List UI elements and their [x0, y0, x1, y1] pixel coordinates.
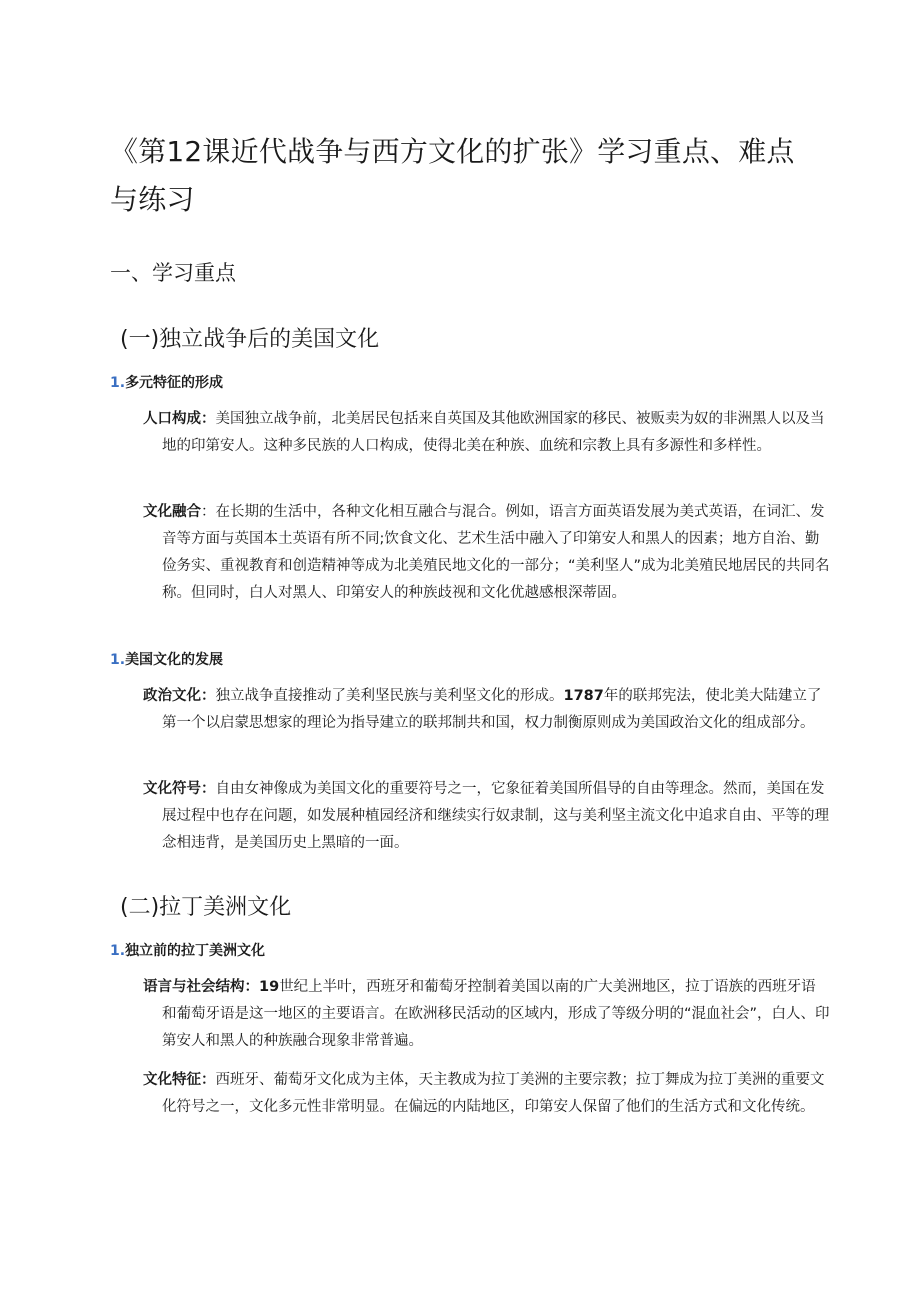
paragraph-lead: 文化特征：: [143, 1072, 216, 1088]
item-number: 1.: [110, 652, 126, 668]
paragraph-text: 独立战争直接推动了美利坚民族与美利坚文化的形成。: [215, 688, 564, 704]
subsection-heading-latin-america: (二)拉丁美洲文化: [120, 895, 292, 920]
item-label: 多元特征的形成: [125, 375, 224, 391]
item-number: 1.: [110, 943, 126, 959]
paragraph-text: 世纪上半叶，西班牙和葡萄牙控制着美国以南的广大美洲地区，拉丁语族的西班牙语和葡萄牙语是这一地区的主要语言。在欧洲移民活动的区域内，形成了等级分明的“混血社会”，白人、印第安人和黑人的种族融合现象非常普遍。: [162, 979, 830, 1049]
paragraph-population: [143, 406, 830, 460]
paragraph-text: 自由女神像成为美国文化的重要符号之一，它象征着美国所倡导的自由等理念。然而，美国在发展过程中也存在问题，如发展种植园经济和继续实行奴隶制，这与美利坚主流文化中追求自由、平等的理念相违背，是美国历史上黑暗的一面。: [162, 781, 829, 851]
paragraph-text: ：在长期的生活中，各种文化相互融合与混合。例如，语言方面英语发展为美式英语，在词汇、发音等方面与英国本土英语有所不同;饮食文化、艺术生活中融入了印第安人和黑人的因素；地方自治、勤俭务实、重视教育和创造精神等成为北美殖民地文化的一部分；“美利坚人”成为北美殖民地居民的共同名称。但同时，白人对黑人、印第安人的种族歧视和文化优越感根深蒂固。: [162, 504, 830, 601]
paragraph-lead: 文化融合: [143, 504, 201, 520]
paragraph-text: 年的联邦宪法，使北美大陆建立了第一个以启蒙思想家的理论为指导建立的联邦制共和国，权力制衡原则成为美国政治文化的组成部分。: [162, 688, 822, 731]
paragraph-political-culture: [143, 683, 830, 737]
paragraph-lead: 语言与社会结构：: [143, 979, 259, 995]
item-heading-diversity: [110, 373, 223, 393]
paragraph-cultural-fusion: [143, 499, 830, 607]
paragraph-lead: 政治文化：: [143, 688, 216, 704]
paragraph-text: 西班牙、葡萄牙文化成为主体，天主教成为拉丁美洲的主要宗教；拉丁舞成为拉丁美洲的重要文化符号之一，文化多元性非常明显。在偏远的内陆地区，印第安人保留了他们的生活方式和文化传统。: [162, 1072, 825, 1115]
item-heading-pre-independence: [110, 941, 265, 961]
paragraph-lead: 人口构成：: [143, 411, 216, 427]
paragraph-language-society: [143, 974, 830, 1055]
item-number: 1.: [110, 375, 126, 391]
item-heading-american-development: [110, 650, 223, 670]
document-title: 《第12课近代战争与西方文化的扩张》学习重点、难点与练习: [110, 135, 795, 216]
paragraph-text: 美国独立战争前，北美居民包括来自英国及其他欧洲国家的移民、被贩卖为奴的非洲黑人以及当地的印第安人。这种多民族的人口构成，使得北美在种族、血统和宗教上具有多源性和多样性。: [162, 411, 825, 454]
section-heading-key-points: 一、学习重点: [110, 261, 236, 285]
paragraph-year: 1787: [563, 688, 604, 704]
item-label: 美国文化的发展: [125, 652, 224, 668]
paragraph-cultural-features: [143, 1067, 830, 1121]
item-label: 独立前的拉丁美洲文化: [125, 943, 266, 959]
subsection-heading-american-culture: (一)独立战争后的美国文化: [120, 327, 380, 352]
paragraph-cultural-symbol: [143, 776, 830, 857]
paragraph-year: 19: [259, 979, 280, 995]
paragraph-lead: 文化符号：: [143, 781, 216, 797]
